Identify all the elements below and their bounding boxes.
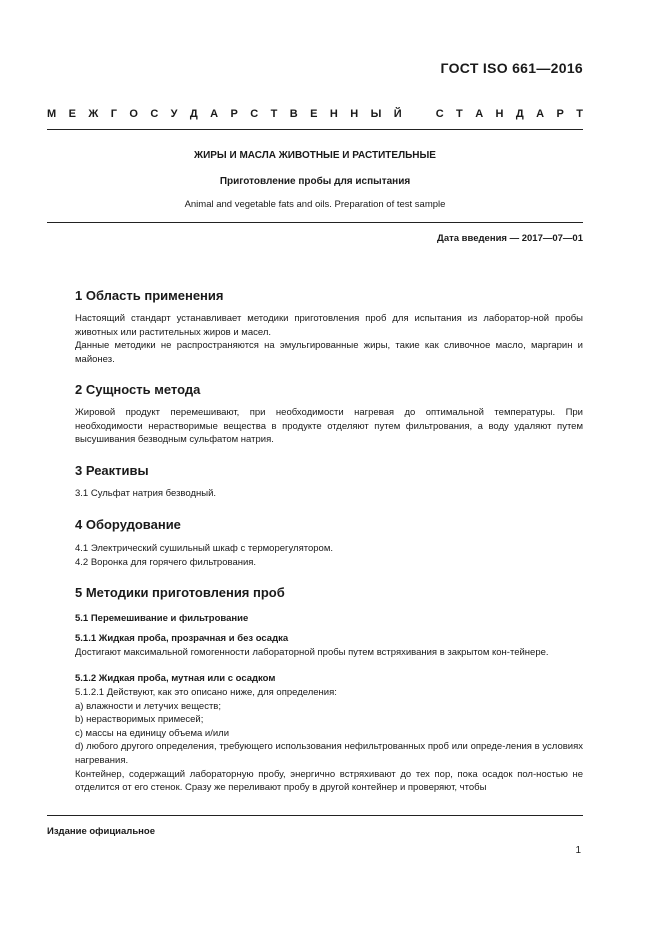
edition-label: Издание официальное (47, 826, 155, 837)
list-item-b: b) нерастворимых примесей; (75, 714, 204, 726)
letter: М (47, 108, 57, 120)
letter: С (250, 108, 259, 120)
letter: Й (393, 108, 402, 120)
section-3-heading: 3 Реактивы (75, 463, 149, 478)
footer-rule (47, 815, 583, 816)
section-5-1-2-body (75, 686, 583, 795)
letter: О (129, 108, 138, 120)
letter: У (170, 108, 178, 120)
section-2-body (75, 406, 583, 447)
section-5-1-1-paragraph: Достигают максимальной гомогенности лабораторной пробы путем встряхивания в закрытом кон-тейнере. (75, 647, 549, 658)
letter-gap (414, 108, 423, 120)
letter: Е (310, 108, 318, 120)
list-item-c: c) массы на единицу объема и/или (75, 727, 229, 739)
section-4-body (75, 542, 583, 569)
section-1-paragraph-1: Настоящий стандарт устанавливает методики приготовления проб для испытания из лаборатор-ной пробы животных или растительных жиров и масел. (75, 313, 583, 338)
doc-number: ГОСТ ISO 661—2016 (440, 60, 583, 76)
section-1-heading: 1 Область применения (75, 288, 224, 303)
title-rule (47, 222, 583, 223)
intro-date: Дата введения — 2017—07—01 (437, 233, 583, 244)
section-5-1-2-1-intro: 5.1.2.1 Действуют, как это описано ниже, для определения: (75, 687, 337, 698)
section-4-item-1: 4.1 Электрический сушильный шкаф с терморегулятором. (75, 543, 333, 554)
title-main: ЖИРЫ И МАСЛА ЖИВОТНЫЕ И РАСТИТЕЛЬНЫЕ (194, 150, 436, 161)
letter: Д (189, 108, 198, 120)
letter: Р (230, 108, 238, 120)
letter: Т (456, 108, 463, 120)
letter: С (150, 108, 159, 120)
letter: С (435, 108, 444, 120)
section-5-1-2-heading: 5.1.2 Жидкая проба, мутная или с осадком (75, 673, 276, 684)
header-rule (47, 129, 583, 130)
letter: А (475, 108, 484, 120)
section-4-heading: 4 Оборудование (75, 517, 181, 532)
letter: Н (350, 108, 359, 120)
section-3-body (75, 487, 583, 501)
letter: Р (556, 108, 564, 120)
section-3-item-1: 3.1 Сульфат натрия безводный. (75, 488, 217, 499)
letter: Ы (370, 108, 382, 120)
letter: Н (495, 108, 504, 120)
section-1-paragraph-2: Данные методики не распространяются на эмульгированные жиры, такие как сливочное масло, маргарин и майонез. (75, 340, 583, 365)
section-5-heading: 5 Методики приготовления проб (75, 585, 285, 600)
section-2-paragraph-1: Жировой продукт перемешивают, при необходимости нагревая до оптимальной температуры. При необходимости нерастворимые вещества в продукте отделяют путем фильтрования, а воду удаляют путем высушивания безводным сульфатом натрия. (75, 407, 583, 446)
standard-type (47, 108, 583, 120)
letter: Т (576, 108, 583, 120)
letter: Г (110, 108, 117, 120)
page-number: 1 (575, 845, 581, 856)
section-2-heading: 2 Сущность метода (75, 382, 201, 397)
letter: Т (270, 108, 278, 120)
letter: Н (329, 108, 338, 120)
section-4-item-2: 4.2 Воронка для горячего фильтрования. (75, 556, 257, 568)
section-5-1-1-body (75, 646, 583, 660)
list-item-a: a) влажности и летучих веществ; (75, 700, 221, 712)
letter: Е (68, 108, 76, 120)
title-sub: Приготовление пробы для испытания (219, 176, 411, 187)
section-5-1-1-heading: 5.1.1 Жидкая проба, прозрачная и без осадка (75, 633, 289, 644)
section-5-1-heading: 5.1 Перемешивание и фильтрование (75, 613, 249, 624)
letter: Ж (88, 108, 99, 120)
letter: Д (515, 108, 524, 120)
title-english: Animal and vegetable fats and oils. Preparation of test sample (184, 199, 446, 210)
letter: В (289, 108, 298, 120)
list-item-d: d) любого другого определения, требующего использования нефильтрованных проб или опреде-ления в условиях нагревания. (75, 741, 583, 766)
letter: А (210, 108, 219, 120)
section-5-1-2-1-paragraph-2: Контейнер, содержащий лабораторную пробу, энергично встряхивают до тех пор, пока осадок пол-ностью не отделится от его стенок. Сразу же переливают пробу в другой контейнер и проверяют, чтобы (75, 768, 583, 794)
letter: А (536, 108, 545, 120)
section-1-body (75, 312, 583, 366)
